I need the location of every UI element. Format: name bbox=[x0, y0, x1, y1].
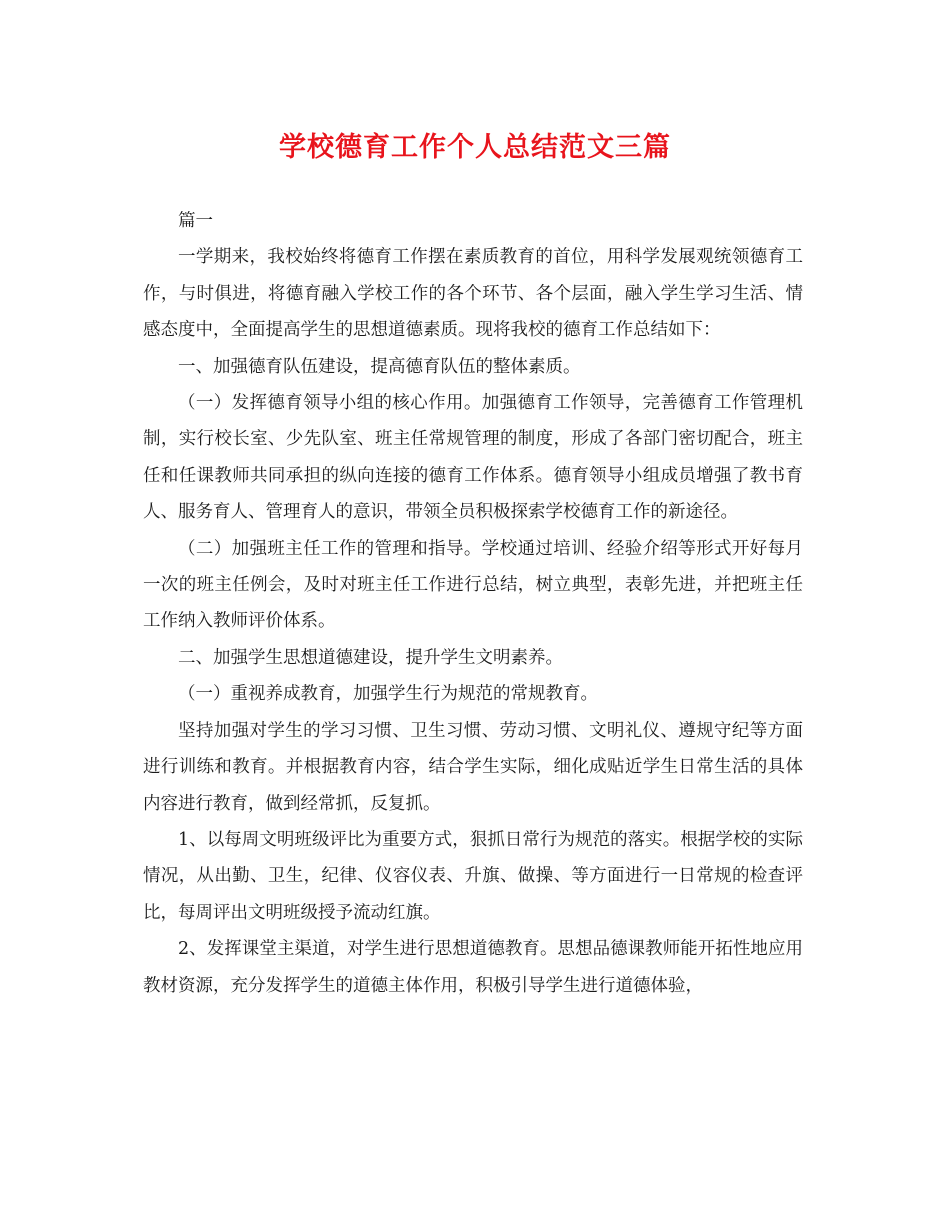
body-paragraph: 坚持加强对学生的学习习惯、卫生习惯、劳动习惯、文明礼仪、遵规守纪等方面进行训练和教育。并根据教育内容，结合学生实际，细化成贴近学生日常生活的具体内容进行教育，做到经常抓，反复抓。 bbox=[143, 720, 803, 814]
section-heading: 二、加强学生思想道德建设，提升学生文明素养。 bbox=[178, 647, 563, 668]
body-paragraph: 一学期来，我校始终将德育工作摆在素质教育的首位，用科学发展观统领德育工作，与时俱进，将德育融入学校工作的各个环节、各个层面，融入学生学习生活、情感态度中，全面提高学生的思想道德素质。现将我校的德育工作总结如下： bbox=[143, 247, 803, 341]
subsection-heading: （一）重视养成教育，加强学生行为规范的常规教育。 bbox=[178, 684, 598, 705]
section-heading: 一、加强德育队伍建设，提高德育队伍的整体素质。 bbox=[178, 356, 581, 377]
body-paragraph: （一）发挥德育领导小组的核心作用。加强德育工作领导，完善德育工作管理机制，实行校长室、少先队室、班主任常规管理的制度，形成了各部门密切配合，班主任和任课教师共同承担的纵向连接的德育工作体系。德育领导小组成员增强了教书育人、服务育人、管理育人的意识，带领全员积极探索学校德育工作的新途径。 bbox=[143, 393, 803, 523]
body-paragraph: （二）加强班主任工作的管理和指导。学校通过培训、经验介绍等形式开好每月一次的班主任例会，及时对班主任工作进行总结，树立典型，表彰先进，并把班主任工作纳入教师评价体系。 bbox=[143, 538, 803, 632]
document-title: 学校德育工作个人总结范文三篇 bbox=[279, 132, 671, 163]
body-paragraph: 1、以每周文明班级评比为重要方式，狠抓日常行为规范的落实。根据学校的实际情况，从出勤、卫生，纪律、仪容仪表、升旗、做操、等方面进行一日常规的检查评比，每周评出文明班级授予流动红旗。 bbox=[143, 829, 803, 923]
section-heading: 篇一 bbox=[178, 211, 213, 231]
document-body bbox=[143, 203, 803, 1004]
body-paragraph: 2、发挥课堂主渠道，对学生进行思想道德教育。思想品德课教师能开拓性地应用教材资源，充分发挥学生的道德主体作用，积极引导学生进行道德体验， bbox=[143, 939, 803, 996]
